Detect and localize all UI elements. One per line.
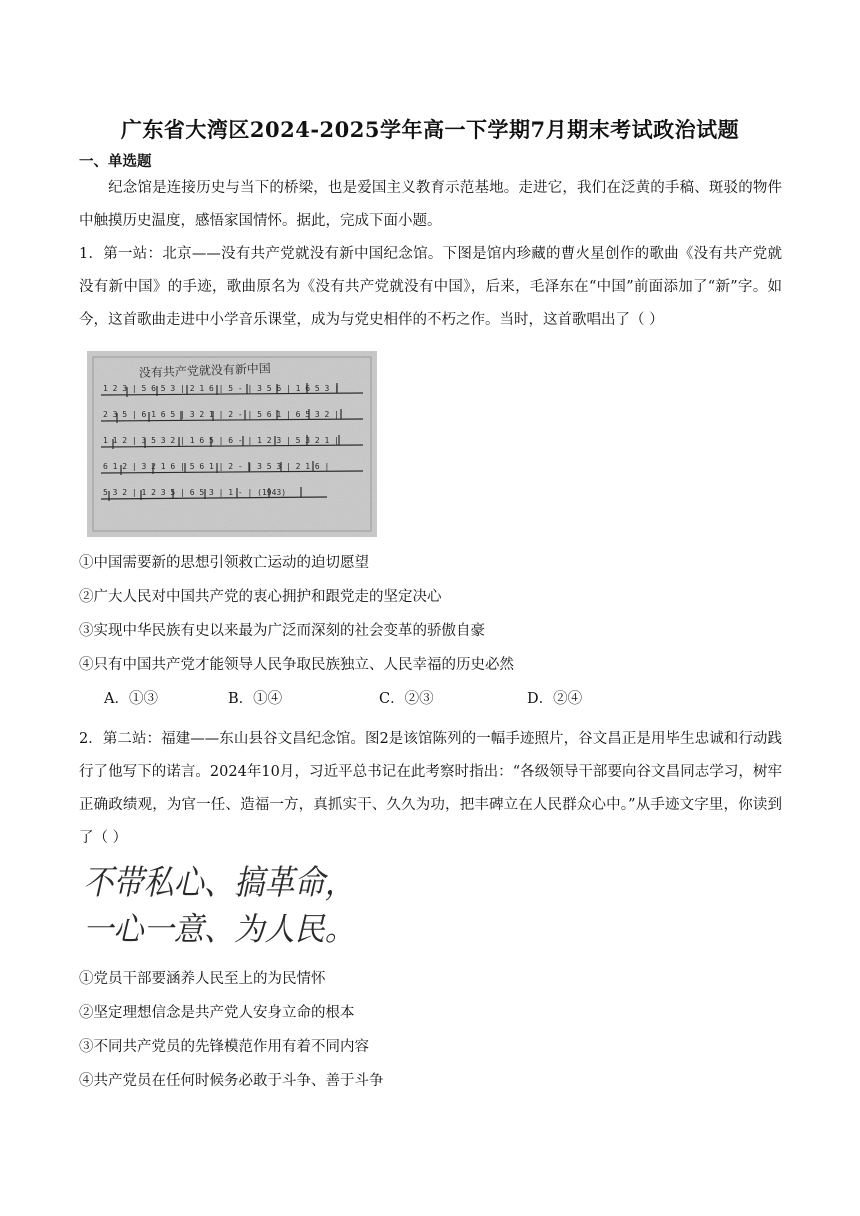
page-title: 广东省大湾区2024-2025学年高一下学期7月期末考试政治试题 — [120, 117, 740, 142]
q1-option-2: ②广大人民对中国共产党的衷心拥护和跟党走的坚定决心 — [79, 589, 442, 605]
svg-text:6 1 2 | 3 2 1 6 | 5 6 1 | 2 -: 6 1 2 | 3 2 1 6 | 5 6 1 | 2 - | 3 5 3 | 2 1 6 | — [103, 462, 330, 471]
q1-choices — [104, 687, 624, 707]
q2-option-3: ③不同共产党员的先锋模范作用有着不同内容 — [79, 1039, 369, 1055]
choice-b[interactable]: B．①④ — [228, 691, 283, 707]
section-heading: 一、单选题 — [79, 153, 152, 170]
q2-option-4: ④共产党员在任何时候务必敢于斗争、善于斗争 — [79, 1073, 384, 1089]
svg-text:1 2 3 | 5 6 5 3 | 2 1 6 | 5 -: 1 2 3 | 5 6 5 3 | 2 1 6 | 5 - | 3 5 6 | 1 6 5 3 | — [103, 384, 340, 393]
q1-option-4: ④只有中国共产党才能领导人民争取民族独立、人民幸福的历史必然 — [79, 657, 514, 673]
handwriting-line-2: 一心一意、为人民。 — [83, 910, 355, 948]
choice-d[interactable]: D．②④ — [527, 691, 583, 707]
choice-c[interactable]: C．②③ — [379, 691, 434, 707]
score-title: 没有共产党就没有新中国 — [138, 361, 272, 380]
svg-text:5 3 2 | 1 2 3 5 | 6 5 3 | 1 -: 5 3 2 | 1 2 3 5 | 6 5 3 | 1 - | (1943) — [103, 488, 287, 497]
question-2-stem: 2．第二站：福建——东山县谷文昌纪念馆。图2是该馆陈列的一幅手迹照片，谷文昌正是用毕生忠诚和行动践行了他写下的诺言。2024年10月，习近平总书记在此考察时指出：“各级领导干部要向谷文昌同志学习，树牢正确政绩观，为官一任、造福一方，真抓实干、久久为功，把丰碑立在人民群众心中。”从手迹文字里，你读到了（ ） — [79, 731, 782, 846]
q1-option-3: ③实现中华民族有史以来最为广泛而深刻的社会变革的骄傲自豪 — [79, 623, 485, 639]
question-1-stem: 1．第一站：北京——没有共产党就没有新中国纪念馆。下图是馆内珍藏的曹火星创作的歌曲《没有共产党就没有新中国》的手迹，歌曲原名为《没有共产党就没有中国》，后来，毛泽东在“中国”前面添加了“新”字。如今，这首歌曲走进中小学音乐课堂，成为与党史相伴的不朽之作。当时，这首歌唱出了（ ） — [79, 246, 782, 328]
svg-text:2 3 5 | 6 1 6 5 | 3 2 1 | 2 -: 2 3 5 | 6 1 6 5 | 3 2 1 | 2 - | 5 6 1 | 6 5 3 2 | — [103, 410, 340, 419]
handwriting-photo — [79, 852, 359, 950]
music-score-photo — [87, 351, 377, 537]
intro-text: 纪念馆是连接历史与当下的桥梁，也是爱国主义教育示范基地。走进它，我们在泛黄的手稿、斑驳的物件中触摸历史温度，感悟家国情怀。据此，完成下面小题。 — [79, 180, 782, 229]
q2-option-2: ②坚定理想信念是共产党人安身立命的根本 — [79, 1005, 355, 1021]
q1-option-1: ①中国需要新的思想引领救亡运动的迫切愿望 — [79, 555, 369, 571]
handwriting-line-1: 不带私心、搞革命， — [83, 863, 355, 903]
q2-option-1: ①党员干部要涵养人民至上的为民情怀 — [79, 971, 326, 987]
choice-a[interactable]: A．①③ — [104, 691, 158, 707]
intro-paragraph — [79, 172, 782, 238]
svg-text:1 1 2 | 3 5 3 2 | 1 6 5 | 6 -: 1 1 2 | 3 5 3 2 | 1 6 5 | 6 - | 1 2 3 | 5 3 2 1 | — [103, 436, 340, 445]
